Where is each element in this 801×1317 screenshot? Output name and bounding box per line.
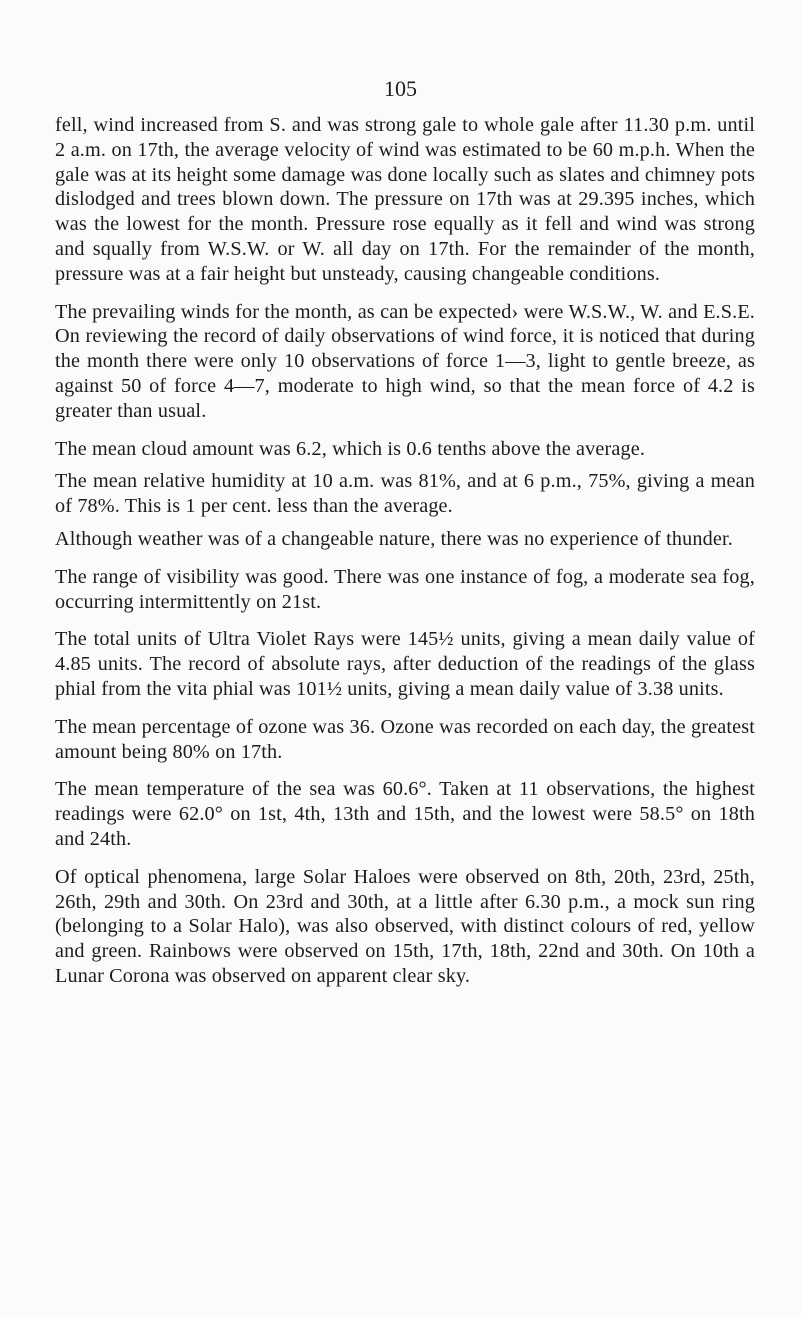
paragraph-visibility: The range of visibility was good. There was one instance of fog, a moderate sea fog, occurring intermittently on 21st. xyxy=(55,565,755,613)
paragraph-ultra-violet: The total units of Ultra Violet Rays were 145½ units, giving a mean daily value of 4.85 units. The record of absolute rays, after deduction of the readings of the glass phial from the vita phial was 101½ units, giving a mean daily value of 3.38 units. xyxy=(55,628,755,700)
paragraph-ozone: The mean percentage of ozone was 36. Ozone was recorded on each day, the greatest amount being 80% on 17th. xyxy=(55,715,755,763)
paragraph-sea-temperature: The mean temperature of the sea was 60.6°. Taken at 11 observations, the highest readings were 62.0° on 1st, 4th, 13th and 15th, and the lowest were 58.5° on 18th and 24th. xyxy=(55,778,755,850)
paragraph-prevailing-winds: The prevailing winds for the month, as can be expected› were W.S.W., W. and E.S.E. On reviewing the record of daily observations of wind force, it is noticed that during the month there were only 10 observations of force 1—3, light to gentle breeze, as against 50 of force 4—7, moderate to high wind, so that the mean force of 4.2 is greater than usual. xyxy=(55,300,755,422)
body-text xyxy=(55,113,755,1002)
paragraph-thunder: Although weather was of a changeable nature, there was no experience of thunder. xyxy=(55,527,733,550)
page-number: 105 xyxy=(384,76,417,101)
paragraph-optical-phenomena: Of optical phenomena, large Solar Haloes were observed on 8th, 20th, 23rd, 25th, 26th, 29th and 30th. On 23rd and 30th, at a little after 6.30 p.m., a mock sun ring (belonging to a Solar Halo), was also observed, with distinct colours of red, yellow and green. Rainbows were observed on 15th, 17th, 18th, 22nd and 30th. On 10th a Lunar Corona was observed on apparent clear sky. xyxy=(55,865,755,987)
paragraph-cloud-amount: The mean cloud amount was 6.2, which is 0.6 tenths above the average. xyxy=(55,437,646,460)
paragraph-gale: fell, wind increased from S. and was strong gale to whole gale after 11.30 p.m. until 2 a.m. on 17th, the average velocity of wind was estimated to be 60 m.p.h. When the gale was at its height some damage was done locally such as slates and chimney pots dislodged and trees blown down. The pressure on 17th was at 29.395 inches, which was the lowest for the month. Pressure rose equally as it fell and wind was strong and squally from W.S.W. or W. all day on 17th. For the remainder of the month, pressure was at a fair height but unsteady, causing changeable conditions. xyxy=(55,114,755,285)
paragraph-humidity: The mean relative humidity at 10 a.m. was 81%, and at 6 p.m., 75%, giving a mean of 78%. This is 1 per cent. less than the average. xyxy=(55,470,755,518)
